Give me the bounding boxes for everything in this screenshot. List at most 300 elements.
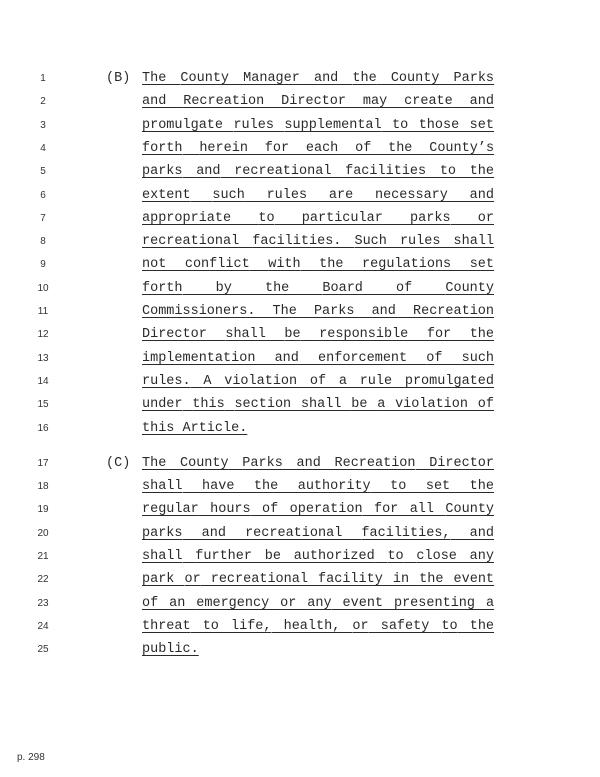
text-word: the xyxy=(469,618,495,634)
underline-gap xyxy=(412,294,445,295)
underline-gap xyxy=(429,632,441,633)
text-word: of xyxy=(309,373,327,389)
text-word: further xyxy=(195,549,252,564)
underline-gap xyxy=(367,410,377,411)
underline-gap xyxy=(297,317,314,318)
text-word: regular xyxy=(142,502,199,518)
underline-gap xyxy=(443,585,453,586)
text-word: to xyxy=(392,117,409,133)
text-word: and xyxy=(313,71,339,86)
text-word: be xyxy=(264,549,281,564)
text-word: for xyxy=(426,327,452,343)
text-word: responsible xyxy=(319,327,409,343)
text-word: A xyxy=(203,373,212,389)
underline-gap xyxy=(234,492,254,493)
underline-gap xyxy=(387,247,400,248)
text-word: supplemental xyxy=(284,117,382,133)
underline-gap xyxy=(251,515,262,516)
underline-gap xyxy=(448,201,470,202)
underline-gap xyxy=(377,84,391,85)
text-word: each xyxy=(305,140,339,156)
underline-gap xyxy=(416,469,430,470)
text-word: in xyxy=(392,572,410,588)
text-word: to xyxy=(439,164,457,180)
underline-gap xyxy=(408,340,427,341)
text-word: the xyxy=(469,479,494,495)
text-line: public. xyxy=(142,642,199,658)
underline-gap xyxy=(255,364,274,365)
underline-gap xyxy=(269,609,280,610)
underline-gap xyxy=(408,131,418,132)
text-line xyxy=(142,210,494,228)
text-line xyxy=(142,571,494,589)
text-word: hours xyxy=(210,502,251,518)
text-word: the xyxy=(469,327,495,343)
underline-gap xyxy=(342,539,361,540)
text-word: park xyxy=(142,572,175,588)
line-number: 4 xyxy=(40,142,46,154)
underline-gap xyxy=(371,492,391,493)
underline-gap xyxy=(331,177,345,178)
underline-gap xyxy=(166,270,185,271)
underline-gap xyxy=(354,317,371,318)
underline-gap xyxy=(412,154,429,155)
text-word: The xyxy=(142,71,167,86)
text-line xyxy=(142,140,494,158)
underline-gap xyxy=(458,632,470,633)
line-number: 21 xyxy=(37,551,49,562)
text-word: this xyxy=(192,397,225,413)
text-word: recreational xyxy=(142,234,240,250)
underline-gap xyxy=(226,539,245,540)
text-word: of xyxy=(396,280,413,296)
text-word: a xyxy=(485,595,495,611)
underline-gap xyxy=(363,294,396,295)
text-word: authorized xyxy=(293,549,375,564)
line-number: 9 xyxy=(40,259,46,271)
text-word: conflict xyxy=(184,257,250,273)
line-number: 14 xyxy=(37,375,49,387)
text-line xyxy=(142,256,494,274)
text-word: or xyxy=(184,572,201,588)
text-word: any xyxy=(307,595,332,611)
underline-gap xyxy=(440,247,453,248)
line-number: 5 xyxy=(40,166,46,178)
text-line xyxy=(142,455,494,473)
underline-gap xyxy=(353,201,375,202)
text-word: and xyxy=(469,187,494,203)
text-line xyxy=(142,396,494,414)
text-word: promulgated xyxy=(404,373,494,389)
underline-gap xyxy=(275,224,302,225)
underline-gap xyxy=(332,609,343,610)
underline-gap xyxy=(406,492,426,493)
text-word: of xyxy=(142,595,159,611)
text-word: enforcement xyxy=(318,350,408,366)
underline-gap xyxy=(453,107,470,108)
text-word: parks xyxy=(410,210,451,226)
line-number: 13 xyxy=(37,352,49,364)
line-number: 10 xyxy=(37,282,49,294)
underline-gap xyxy=(340,632,352,633)
text-word: violation xyxy=(395,397,468,413)
text-word: set xyxy=(425,479,451,495)
text-word: The xyxy=(272,304,297,319)
line-number: 22 xyxy=(37,574,49,586)
underline-gap xyxy=(338,84,352,85)
underline-gap xyxy=(296,609,307,610)
underline-gap xyxy=(343,270,362,271)
underline-gap xyxy=(457,562,470,563)
underline-gap xyxy=(183,294,216,295)
underline-gap xyxy=(301,340,320,341)
text-line xyxy=(142,350,494,368)
text-word: County xyxy=(445,280,494,296)
underline-gap xyxy=(291,410,301,411)
underline-gap xyxy=(245,201,267,202)
text-word: rule xyxy=(359,373,393,389)
underline-gap xyxy=(475,609,486,610)
underline-gap xyxy=(219,632,231,633)
line-number: 7 xyxy=(40,212,46,224)
text-word: of xyxy=(477,397,494,413)
underline-gap xyxy=(199,515,210,516)
text-word: appropriate xyxy=(142,210,232,226)
underline-gap xyxy=(299,364,318,365)
text-word: for xyxy=(264,140,290,156)
text-word: and xyxy=(274,350,299,366)
underline-gap xyxy=(158,609,169,610)
text-line xyxy=(142,618,494,636)
underline-gap xyxy=(371,154,388,155)
text-word: by xyxy=(215,280,232,296)
underline-gap xyxy=(239,247,252,248)
text-word: herein xyxy=(199,140,248,156)
underline-gap xyxy=(278,515,289,516)
line-number: 1 xyxy=(40,73,46,84)
underline-gap xyxy=(301,270,320,271)
text-word: forth xyxy=(142,280,183,296)
underline-gap xyxy=(183,539,202,540)
underline-gap xyxy=(383,585,393,586)
underline-gap xyxy=(231,224,258,225)
underline-gap xyxy=(451,539,470,540)
text-word: such xyxy=(212,187,245,203)
text-word: the xyxy=(388,140,413,156)
text-word: rules. xyxy=(142,373,191,389)
underline-gap xyxy=(407,364,426,365)
text-word: facilities. xyxy=(252,234,342,250)
text-word: of xyxy=(355,140,372,156)
text-word: be xyxy=(351,397,368,413)
underline-gap xyxy=(346,107,363,108)
underline-gap xyxy=(383,224,410,225)
underline-gap xyxy=(248,154,265,155)
underline-gap xyxy=(341,410,351,411)
text-line xyxy=(142,163,494,181)
text-word: shall xyxy=(142,549,183,564)
underline-gap xyxy=(221,177,235,178)
text-word: to xyxy=(258,210,275,226)
underline-gap xyxy=(392,387,405,388)
text-word: The xyxy=(142,455,167,471)
underline-gap xyxy=(439,84,453,85)
text-word: or xyxy=(477,210,494,226)
text-line xyxy=(142,93,494,111)
underline-gap xyxy=(283,469,297,470)
text-word: emergency xyxy=(196,595,270,611)
text-word: Parks xyxy=(453,71,495,86)
line-number: 2 xyxy=(40,96,46,108)
text-word: such xyxy=(461,350,495,366)
underline-gap xyxy=(442,364,461,365)
text-word: the xyxy=(264,280,290,296)
text-word: to xyxy=(202,618,219,634)
text-word: for xyxy=(373,502,399,518)
text-word: extent xyxy=(142,187,191,203)
text-word: are xyxy=(328,187,354,203)
underline-gap xyxy=(396,317,413,318)
text-word: and xyxy=(296,455,321,471)
text-word: be xyxy=(284,327,301,343)
underline-gap xyxy=(297,387,310,388)
text-word: parks xyxy=(142,164,183,180)
underline-gap xyxy=(385,410,395,411)
text-word: an xyxy=(169,595,186,611)
text-word: any xyxy=(469,549,494,564)
text-word: of xyxy=(262,502,279,518)
text-line xyxy=(142,187,494,205)
underline-gap xyxy=(289,294,322,295)
underline-gap xyxy=(232,294,265,295)
text-word: necessary xyxy=(374,187,448,203)
underline-gap xyxy=(250,270,269,271)
line-number: 6 xyxy=(40,189,46,201)
underline-gap xyxy=(174,585,184,586)
underline-gap xyxy=(281,562,294,563)
text-word: a xyxy=(338,373,347,389)
line-number: 18 xyxy=(37,481,49,493)
underline-gap xyxy=(347,387,360,388)
text-word: close xyxy=(416,549,457,564)
underline-gap xyxy=(451,224,478,225)
text-word: operation xyxy=(289,502,363,518)
line-number: 3 xyxy=(40,119,46,131)
line-number: 16 xyxy=(37,422,49,434)
text-word: the xyxy=(253,479,279,495)
text-word: Manager xyxy=(243,71,300,86)
text-line xyxy=(142,548,494,566)
text-word: County xyxy=(390,71,440,86)
line-number: 20 xyxy=(37,527,49,539)
line-number: 17 xyxy=(37,457,49,469)
text-word: not xyxy=(142,257,167,273)
underline-gap xyxy=(341,247,354,248)
underline-gap xyxy=(451,340,470,341)
text-word: facilities, xyxy=(361,525,451,541)
text-word: presenting xyxy=(393,595,475,611)
text-word: the xyxy=(469,164,495,180)
text-word: the xyxy=(352,71,377,86)
text-word: facility xyxy=(318,572,383,588)
text-word: and xyxy=(196,164,221,180)
underline-gap xyxy=(252,562,265,563)
underline-gap xyxy=(456,177,470,178)
text-word: particular xyxy=(301,210,383,226)
underline-gap xyxy=(264,107,281,108)
text-word: and xyxy=(371,304,396,319)
text-word: of xyxy=(426,350,443,366)
text-word: to xyxy=(390,479,407,495)
text-word: Director xyxy=(429,455,495,471)
page-number: p. 298 xyxy=(17,752,45,763)
underline-gap xyxy=(363,515,374,516)
text-line: this Article. xyxy=(142,420,248,436)
text-line xyxy=(142,373,494,391)
text-word: safety xyxy=(380,618,430,634)
text-word: to xyxy=(441,618,458,634)
text-word: event xyxy=(453,572,495,588)
text-word: facilities xyxy=(345,164,427,180)
text-word: recreational xyxy=(210,572,308,588)
text-word: regulations xyxy=(362,257,452,273)
text-word: those xyxy=(418,117,460,133)
text-word: Parks xyxy=(242,455,283,471)
underline-gap xyxy=(225,410,235,411)
text-line xyxy=(142,595,494,613)
text-word: or xyxy=(352,618,369,634)
section-marker: (B) xyxy=(106,71,131,86)
underline-gap xyxy=(274,131,284,132)
text-word: recreational xyxy=(234,164,332,180)
text-word: have xyxy=(202,479,235,495)
text-word: life, xyxy=(231,618,272,634)
section-marker: (C) xyxy=(106,455,131,471)
underline-gap xyxy=(183,562,196,563)
text-word: Such xyxy=(354,234,387,250)
text-word: shall xyxy=(453,234,495,250)
text-word: Recreation xyxy=(413,304,495,319)
text-word: to xyxy=(387,549,404,564)
underline-gap xyxy=(459,131,469,132)
underline-gap xyxy=(183,177,197,178)
underline-gap xyxy=(166,107,183,108)
text-word: rules xyxy=(233,117,274,133)
underline-gap xyxy=(450,492,470,493)
underline-gap xyxy=(300,84,314,85)
text-word: and xyxy=(469,94,494,110)
underline-gap xyxy=(387,107,404,108)
text-word: Director xyxy=(281,94,346,110)
text-word: all xyxy=(409,502,435,518)
text-word: Recreation xyxy=(183,94,265,110)
text-word: County xyxy=(445,502,495,518)
line-number: 23 xyxy=(37,597,49,609)
text-word: forth xyxy=(142,140,183,156)
text-word: County’s xyxy=(429,140,495,156)
text-word: Board xyxy=(322,280,363,296)
underline-gap xyxy=(272,632,284,633)
underline-gap xyxy=(183,492,203,493)
text-line xyxy=(142,280,494,298)
underline-gap xyxy=(398,515,409,516)
underline-gap xyxy=(434,515,445,516)
text-word: or xyxy=(280,595,297,611)
text-word: under xyxy=(142,397,183,413)
text-word: rules xyxy=(399,234,441,250)
underline-gap xyxy=(307,201,329,202)
underline-gap xyxy=(338,154,355,155)
underline-gap xyxy=(409,585,419,586)
line-number: 11 xyxy=(37,306,49,317)
text-word: create xyxy=(404,94,453,110)
underline-gap xyxy=(166,469,180,470)
text-word: section xyxy=(234,397,292,413)
text-word: implementation xyxy=(142,350,256,366)
underline-gap xyxy=(191,387,204,388)
underline-gap xyxy=(383,609,394,610)
underline-gap xyxy=(321,469,335,470)
text-word: set xyxy=(469,117,494,133)
underline-gap xyxy=(223,131,233,132)
text-word: County xyxy=(180,455,229,471)
underline-gap xyxy=(451,270,470,271)
text-word: threat xyxy=(142,618,191,634)
underline-gap xyxy=(278,492,298,493)
underline-gap xyxy=(308,585,318,586)
text-line xyxy=(142,117,494,135)
underline-gap xyxy=(201,585,211,586)
text-word: shall xyxy=(142,479,183,495)
line-number: 25 xyxy=(37,644,49,656)
line-number: 19 xyxy=(37,504,49,516)
underline-gap xyxy=(211,387,224,388)
text-word: parks xyxy=(142,525,183,541)
text-word: and xyxy=(142,94,167,110)
underline-gap xyxy=(185,609,196,610)
text-word: may xyxy=(362,94,388,110)
line-number: 24 xyxy=(37,620,49,632)
underline-gap xyxy=(426,177,440,178)
line-number: 15 xyxy=(37,399,49,411)
text-line xyxy=(142,478,494,496)
text-word: set xyxy=(469,257,495,273)
underline-gap xyxy=(382,131,392,132)
underline-gap xyxy=(166,84,180,85)
underline-gap xyxy=(289,154,306,155)
underline-gap xyxy=(404,562,417,563)
text-word: County xyxy=(180,71,230,86)
text-word: shall xyxy=(225,327,266,343)
underline-gap xyxy=(229,84,243,85)
text-line xyxy=(142,501,494,519)
text-word: health, xyxy=(283,618,341,634)
text-word: with xyxy=(268,257,301,273)
text-line xyxy=(142,326,494,344)
text-word: authority xyxy=(297,479,371,495)
text-line xyxy=(142,70,494,88)
underline-gap xyxy=(266,340,285,341)
text-word: violation xyxy=(224,373,298,389)
underline-gap xyxy=(255,317,272,318)
underline-gap xyxy=(369,632,381,633)
text-word: Director xyxy=(142,327,207,343)
text-word: Parks xyxy=(313,304,355,319)
text-word: event xyxy=(342,595,384,611)
underline-gap xyxy=(468,410,478,411)
text-word: a xyxy=(377,397,386,413)
underline-gap xyxy=(375,562,388,563)
